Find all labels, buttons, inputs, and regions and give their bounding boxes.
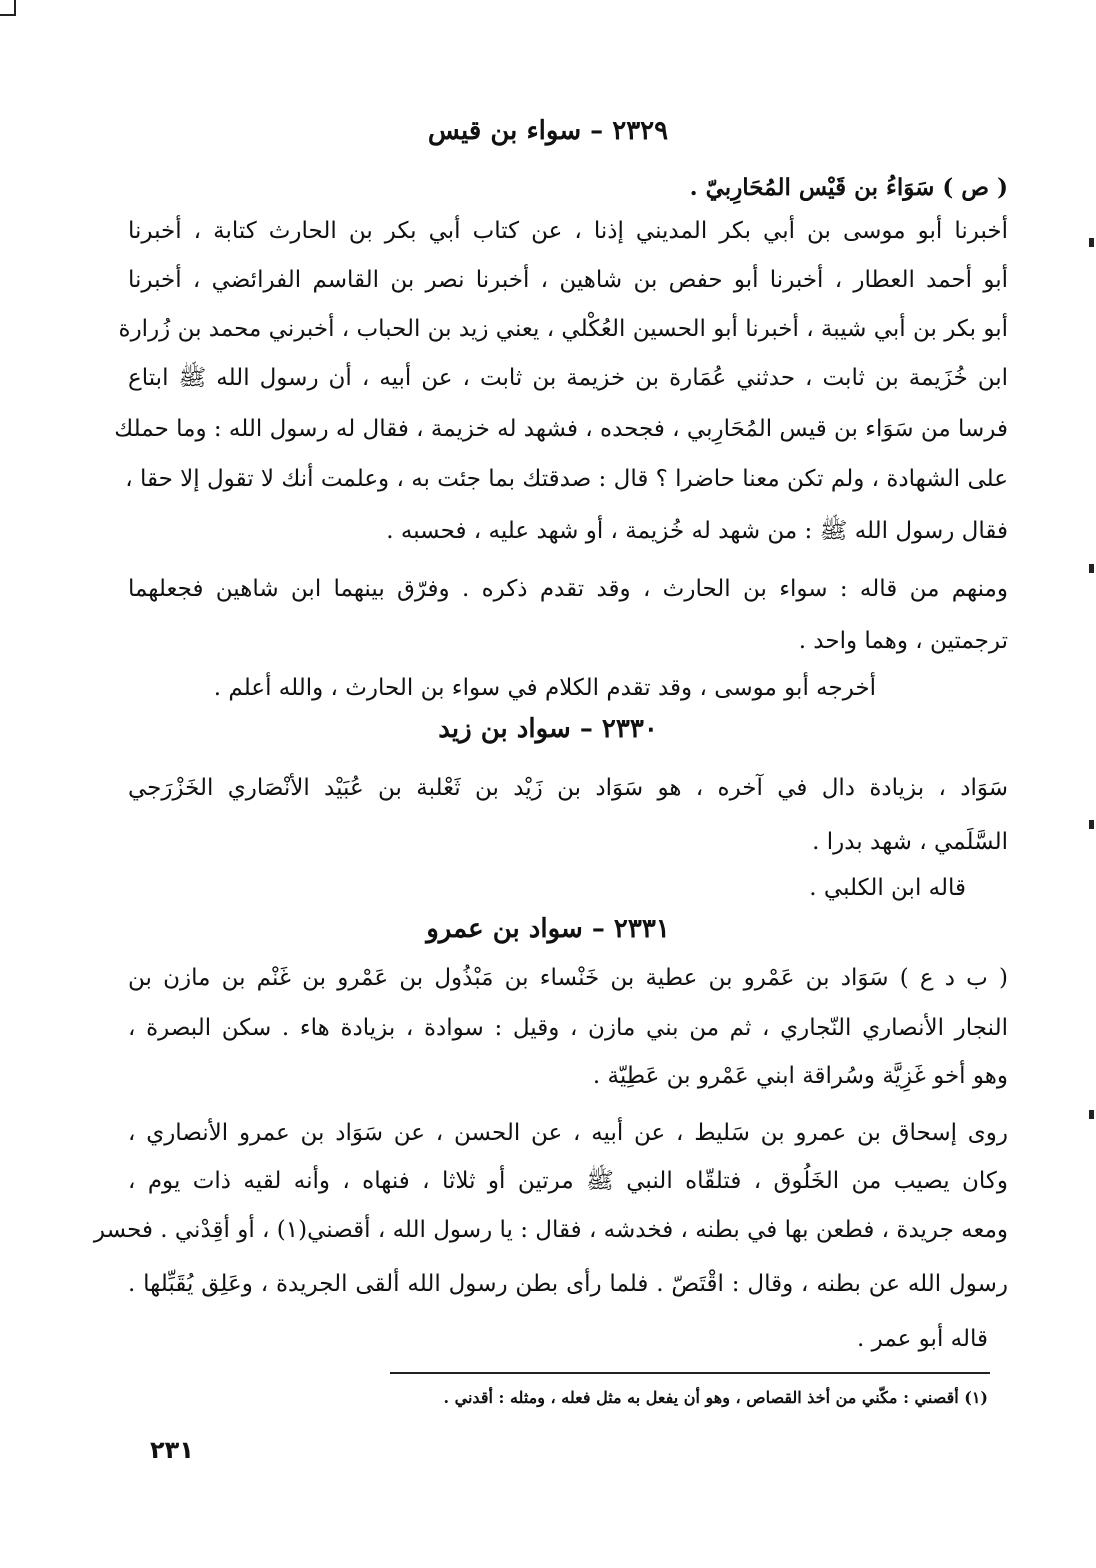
page-number: ٢٣١: [150, 1436, 194, 1464]
entry-line: فرسا من سَوَاء بن قيس المُحَارِبي ، فجحده ، فشهد له خزيمة ، فقال له رسول الله : وما حملك: [114, 416, 1008, 442]
entry-line: أبو أحمد العطار ، أخبرنا أبو حفص بن شاهين ، أخبرنا نصر بن القاسم الفرائضي ، أخبرنا: [128, 267, 1008, 293]
entry-line: روى إسحاق بن عمرو بن سَليط ، عن أبيه ، عن الحسن ، عن سَوَاد بن عمرو الأنصاري ،: [128, 1120, 1008, 1146]
entry-line: سَوَاد ، بزيادة دال في آخره ، هو سَوَاد بن زَيْد بن ثَعْلبة بن عُبَيْد الأنْصَاري الخَزْرَجي: [128, 775, 1008, 801]
entry-line: ( ص ) سَوَاءُ بن قَيْس المُحَارِبيّ .: [689, 174, 1008, 201]
edge-mark: [1089, 564, 1094, 573]
entry-line: ( ب د ع ) سَوَاد بن عَمْرو بن عطية بن خَنْساء بن مَبْذُول بن عَمْرو بن غَنْم بن مازن بن: [128, 965, 1008, 991]
edge-mark: [1089, 1110, 1094, 1119]
entry-line: ابن خُزَيمة بن ثابت ، حدثني عُمَارة بن خزيمة بن ثابت ، عن أبيه ، أن رسول الله ﷺ ابتاع: [128, 365, 1008, 391]
entry-line: فقال رسول الله ﷺ : من شهد له خُزيمة ، أو شهد عليه ، فحسبه .: [386, 518, 1008, 544]
footnote: (١) أقصني : مكّني من أخذ القصاص ، وهو أن يفعل به مثل فعله ، ومثله : أقدني .: [443, 1388, 988, 1407]
entry-line: ومعه جريدة ، فطعن بها في بطنه ، فخدشه ، فقال : يا رسول الله ، أقصني(١) ، أو أقِدْني . فحسر: [93, 1217, 1008, 1243]
entry-line: وهو أخو غَزِيَّة وسُراقة ابني عَمْرو بن عَطِيّة .: [592, 1063, 1008, 1089]
edge-mark: [1089, 238, 1094, 247]
entry-line: ومنهم من قاله : سواء بن الحارث ، وقد تقدم ذكره . وفرّق بينهما ابن شاهين فجعلهما: [128, 576, 1008, 602]
corner-crop-mark: [0, 0, 16, 16]
entry-line: أبو بكر بن أبي شيبة ، أخبرنا أبو الحسين العُكْلي ، يعني زيد بن الحباب ، أخبرني محمد بن زُرارة: [118, 316, 1008, 342]
entry-line: أخبرنا أبو موسى بن أبي بكر المديني إذنا ، عن كتاب أبي بكر بن الحارث كتابة ، أخبرنا: [128, 218, 1008, 244]
entry-heading: ٢٣٣١ – سواد بن عمرو: [426, 914, 670, 944]
edge-mark: [1089, 820, 1094, 829]
entry-line: على الشهادة ، ولم تكن معنا حاضرا ؟ قال : صدقتك بما جئت به ، وعلمت أنك لا تقول إلا حقا ،: [125, 466, 1008, 492]
entry-line: السَّلَمي ، شهد بدرا .: [812, 829, 1008, 855]
entry-line: وكان يصيب من الخَلُوق ، فتلقّاه النبي ﷺ مرتين أو ثلاثا ، فنهاه ، وأنه لقيه ذات يوم ،: [128, 1168, 1008, 1194]
entry-heading: ٢٣٢٩ – سواء بن قيس: [427, 116, 669, 146]
entry-heading: ٢٣٣٠ – سواد بن زيد: [438, 714, 658, 744]
entry-line: قاله ابن الكلبي .: [809, 875, 966, 901]
entry-line: رسول الله عن بطنه ، وقال : اقْتَصّ . فلما رأى بطن رسول الله ألقى الجريدة ، وعَلِق يُقَبِّلها .: [128, 1271, 1008, 1297]
entry-line: ترجمتين ، وهما واحد .: [798, 628, 1008, 654]
entry-line: النجار الأنصاري النّجاري ، ثم من بني مازن ، وقيل : سوادة ، بزيادة هاء . سكن البصرة ،: [128, 1015, 1008, 1041]
footnote-rule: [390, 1372, 990, 1374]
entry-line: أخرجه أبو موسى ، وقد تقدم الكلام في سواء بن الحارث ، والله أعلم .: [213, 675, 876, 701]
entry-line: قاله أبو عمر .: [857, 1326, 988, 1352]
